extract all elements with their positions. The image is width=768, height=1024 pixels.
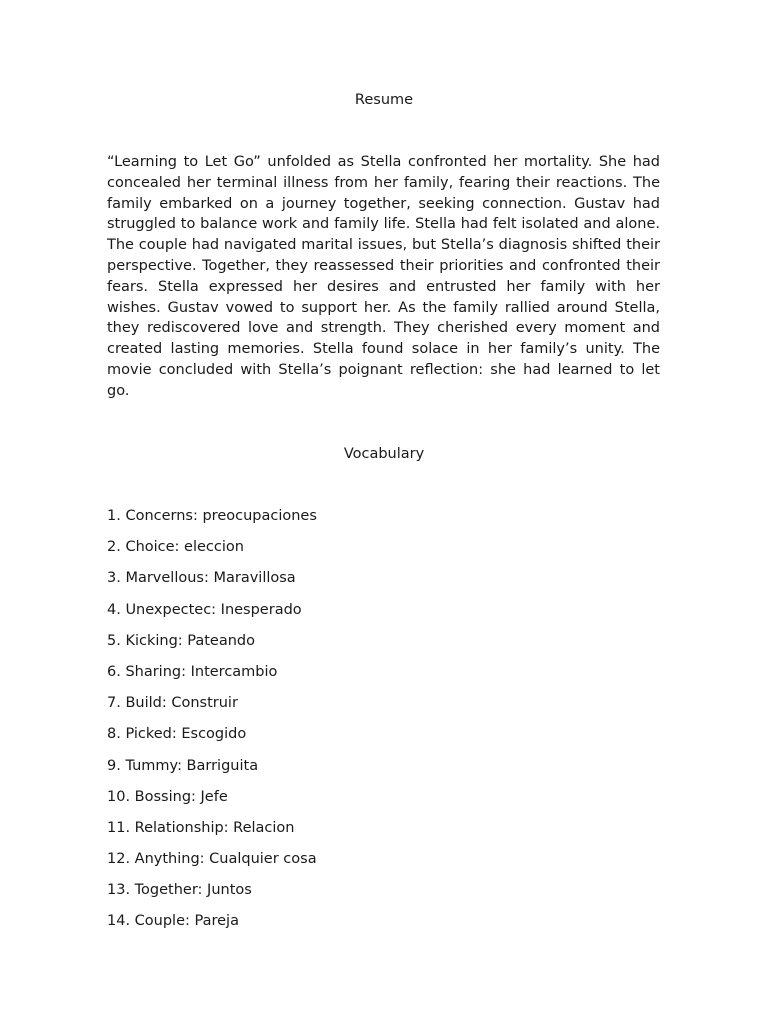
vocabulary-item: 14. Couple: Pareja [107,913,239,930]
vocabulary-item: 12. Anything: Cualquier cosa [107,851,317,868]
vocabulary-heading: Vocabulary [343,446,425,462]
vocabulary-item: 1. Concerns: preocupaciones [107,508,317,524]
summary-paragraph: “Learning to Let Go” unfolded as Stella confronted her mortality. She had concealed her terminal illness from her family, fearing their reactions. The family embarked on a journey together, seeking connection. Gustav had struggled to balance work and family life. Stella had felt isolated and alone. The couple had navigated marital issues, but Stella’s diagnosis shifted their perspective. Together, they reassessed their priorities and confronted their fears. Stella expressed her desires and entrusted her family with her wishes. Gustav vowed to support her. As the family rallied around Stella, they rediscovered love and strength. They cherished every moment and created lasting memories. Stella found solace in her family’s unity. The movie concluded with Stella’s poignant reflection: she had learned to let go. [107,154,660,399]
vocabulary-list [107,506,660,943]
vocabulary-item: 8. Picked: Escogido [107,726,247,743]
vocabulary-item: 3. Marvellous: Maravillosa [107,570,296,587]
vocabulary-item: 2. Choice: eleccion [107,539,244,556]
vocabulary-item: 9. Tummy: Barriguita [107,757,259,774]
vocabulary-item: 5. Kicking: Pateando [107,632,256,649]
resume-heading: Resume [354,92,414,108]
vocabulary-item: 6. Sharing: Intercambio [107,663,278,680]
vocabulary-item: 13. Together: Juntos [107,882,252,899]
vocabulary-item: 7. Build: Construir [107,695,238,712]
vocabulary-item: 10. Bossing: Jefe [107,788,228,805]
vocabulary-item: 11. Relationship: Relacion [107,819,295,836]
vocabulary-item: 4. Unexpectec: Inesperado [107,601,302,618]
